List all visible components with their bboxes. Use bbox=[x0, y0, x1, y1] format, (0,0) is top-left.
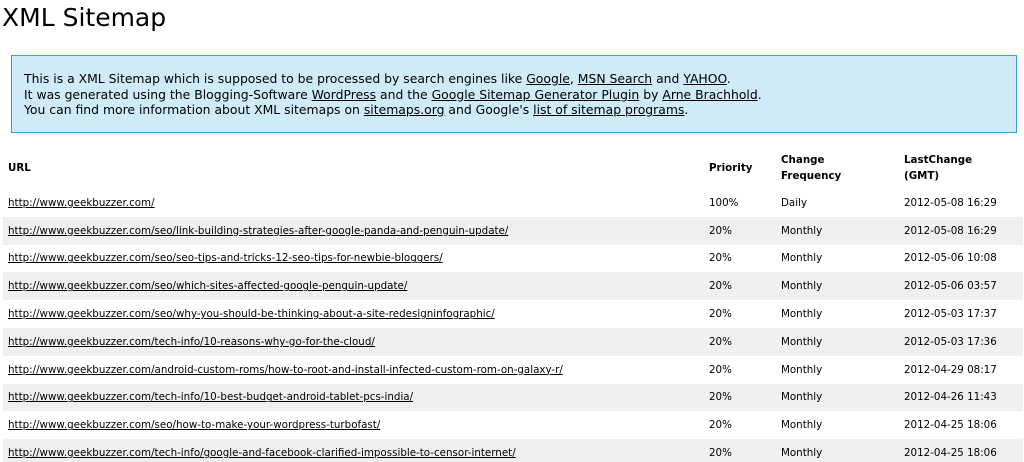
intro-text: and bbox=[652, 71, 684, 86]
sitemap-url-link[interactable]: http://www.geekbuzzer.com/seo/why-you-should-be-thinking-about-a-site-redesigninfographic/ bbox=[8, 308, 495, 321]
last-change-cell: 2012-04-25 18:06 bbox=[899, 439, 1023, 462]
table-row bbox=[3, 384, 1023, 412]
sitemap-url-link[interactable]: http://www.geekbuzzer.com/tech-info/google-and-facebook-clarified-impossible-to-censor-internet/ bbox=[8, 447, 516, 460]
intro-text: , bbox=[569, 71, 578, 86]
header-change-label-1: Change bbox=[781, 154, 825, 166]
sitemap-url-link[interactable]: http://www.geekbuzzer.com/ bbox=[8, 196, 155, 209]
last-change-cell: 2012-05-08 16:29 bbox=[904, 196, 997, 209]
priority-cell: 20% bbox=[704, 328, 776, 356]
header-priority-label: Priority bbox=[709, 162, 753, 174]
last-change-cell: 2012-05-08 16:29 bbox=[899, 217, 1023, 245]
last-change-cell: 2012-05-03 17:37 bbox=[904, 308, 997, 321]
priority-cell: 20% bbox=[704, 439, 776, 462]
header-last-change bbox=[899, 147, 1023, 189]
intro-line-2 bbox=[24, 87, 1004, 103]
url-cell bbox=[3, 217, 704, 245]
yahoo-link[interactable]: YAHOO bbox=[683, 71, 727, 86]
last-change-cell: 2012-04-25 18:06 bbox=[904, 419, 997, 432]
table-row bbox=[3, 411, 1023, 439]
last-change-cell: 2012-04-26 11:43 bbox=[899, 384, 1023, 412]
url-cell bbox=[3, 300, 704, 328]
url-cell bbox=[3, 411, 704, 439]
priority-cell: 20% bbox=[704, 384, 776, 412]
intro-line-3 bbox=[24, 102, 1004, 118]
url-cell bbox=[3, 328, 704, 356]
intro-text: . bbox=[757, 86, 762, 102]
wordpress-link[interactable]: WordPress bbox=[311, 86, 377, 102]
change-frequency-cell: Monthly bbox=[776, 272, 899, 300]
sitemap-url-link[interactable]: http://www.geekbuzzer.com/android-custom-roms/how-to-root-and-install-infected-custom-rom-on-galaxy-r/ bbox=[8, 363, 563, 376]
sitemap-url-link[interactable]: http://www.geekbuzzer.com/seo/link-building-strategies-after-google-panda-and-penguin-update/ bbox=[8, 224, 509, 237]
header-change-label-2: Frequency bbox=[781, 170, 842, 182]
url-cell bbox=[3, 245, 704, 273]
priority-cell: 20% bbox=[709, 252, 732, 265]
change-frequency-cell: Monthly bbox=[776, 328, 899, 356]
header-last-label-2: (GMT) bbox=[904, 170, 940, 182]
table-row bbox=[3, 189, 1023, 217]
intro-text: by bbox=[639, 86, 663, 102]
last-change-cell: 2012-05-06 10:08 bbox=[904, 252, 997, 265]
msn-search-link[interactable]: MSN Search bbox=[577, 71, 653, 86]
sitemap-programs-link[interactable]: list of sitemap programs bbox=[533, 102, 685, 118]
intro-box bbox=[11, 55, 1017, 133]
priority-cell: 20% bbox=[704, 272, 776, 300]
priority-cell: 20% bbox=[709, 308, 732, 321]
table-row bbox=[3, 356, 1023, 384]
change-frequency-cell: Monthly bbox=[781, 308, 823, 321]
change-frequency-cell: Monthly bbox=[781, 363, 823, 376]
intro-text: . bbox=[726, 71, 731, 86]
google-link[interactable]: Google bbox=[526, 71, 570, 86]
table-row bbox=[3, 328, 1023, 356]
sitemaps-org-link[interactable]: sitemaps.org bbox=[363, 102, 445, 118]
change-frequency-cell: Monthly bbox=[781, 252, 823, 265]
header-priority bbox=[704, 147, 776, 189]
change-frequency-cell: Monthly bbox=[776, 217, 899, 245]
sitemap-url-link[interactable]: http://www.geekbuzzer.com/seo/which-sites-affected-google-penguin-update/ bbox=[8, 280, 408, 293]
intro-text: It was generated using the Blogging-Software bbox=[24, 86, 312, 102]
last-change-cell: 2012-05-03 17:36 bbox=[899, 328, 1023, 356]
intro-line-1 bbox=[24, 71, 1004, 87]
page-title: XML Sitemap bbox=[2, 3, 167, 32]
change-frequency-cell: Monthly bbox=[781, 419, 823, 432]
header-change-frequency bbox=[776, 147, 899, 189]
url-cell bbox=[3, 439, 704, 462]
table-header-row bbox=[3, 147, 1023, 189]
url-cell bbox=[3, 384, 704, 412]
header-url bbox=[3, 147, 704, 189]
change-frequency-cell: Daily bbox=[781, 196, 808, 209]
table-row bbox=[3, 439, 1023, 462]
sitemap-url-link[interactable]: http://www.geekbuzzer.com/seo/seo-tips-and-tricks-12-seo-tips-for-newbie-bloggers/ bbox=[8, 252, 443, 265]
sitemap-generator-plugin-link[interactable]: Google Sitemap Generator Plugin bbox=[431, 86, 640, 102]
sitemap-url-link[interactable]: http://www.geekbuzzer.com/tech-info/10-reasons-why-go-for-the-cloud/ bbox=[8, 335, 375, 348]
header-url-label: URL bbox=[8, 162, 31, 174]
last-change-cell: 2012-05-06 03:57 bbox=[899, 272, 1023, 300]
last-change-cell: 2012-04-29 08:17 bbox=[904, 363, 997, 376]
priority-cell: 20% bbox=[709, 363, 732, 376]
url-cell bbox=[3, 356, 704, 384]
table-row bbox=[3, 245, 1023, 273]
priority-cell: 20% bbox=[709, 419, 732, 432]
priority-cell: 100% bbox=[709, 196, 739, 209]
table-row bbox=[3, 217, 1023, 245]
change-frequency-cell: Monthly bbox=[776, 384, 899, 412]
url-cell bbox=[3, 272, 704, 300]
intro-text: This is a XML Sitemap which is supposed to be processed by search engines like bbox=[24, 71, 527, 86]
sitemap-url-link[interactable]: http://www.geekbuzzer.com/seo/how-to-make-your-wordpress-turbofast/ bbox=[8, 419, 381, 432]
sitemap-table bbox=[3, 147, 1023, 462]
intro-text: . bbox=[684, 102, 689, 118]
author-link[interactable]: Arne Brachhold bbox=[662, 86, 758, 102]
intro-text: You can find more information about XML sitemaps on bbox=[24, 102, 364, 118]
priority-cell: 20% bbox=[704, 217, 776, 245]
intro-text: and the bbox=[376, 86, 432, 102]
table-row bbox=[3, 272, 1023, 300]
intro-text: and Google's bbox=[444, 102, 534, 118]
url-cell bbox=[3, 189, 704, 217]
table-row bbox=[3, 300, 1023, 328]
change-frequency-cell: Monthly bbox=[776, 439, 899, 462]
header-last-label-1: LastChange bbox=[904, 154, 973, 166]
sitemap-url-link[interactable]: http://www.geekbuzzer.com/tech-info/10-best-budget-android-tablet-pcs-india/ bbox=[8, 391, 414, 404]
